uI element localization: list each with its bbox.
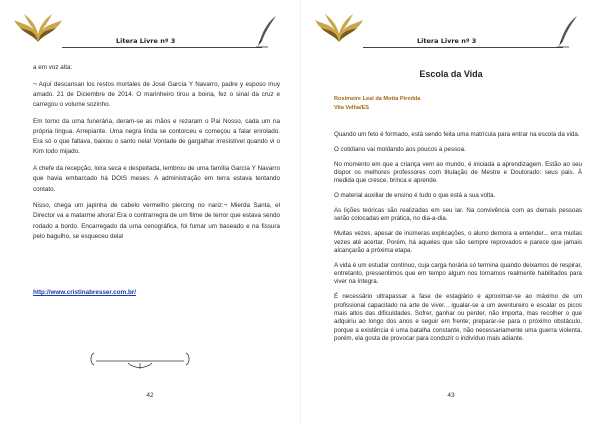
paragraph: a em voz alta: xyxy=(33,64,73,71)
paragraph: Quando um feto é formado, está sendo feita uma matrícula para entrar na escola da vida. xyxy=(334,131,580,138)
page-header xyxy=(301,10,600,50)
magazine-title: Litera Livre nº 3 xyxy=(116,37,176,45)
header-divider xyxy=(62,47,262,48)
quill-pen-icon xyxy=(555,14,581,48)
paragraph: No momento em que a criança vem ao mundo, é iniciada a aprendizagem. Estão ao seu dispor os melhores professores com titulação de Mestre e Doutorado: seus pais. À medida que cresce, brinca e aprende. xyxy=(334,160,582,185)
paragraph: A vida é um estudar contínuo, cuja carga horária só termina quando deixamos de respirar, entretanto, pressentimos que em tempo algum nos tornamos realmente habilitados para viver na íntegra. xyxy=(334,261,582,286)
paragraph: Muitas vezes, apesar de inúmeras explicações, o aluno demora a entender... erra muitas vezes até acertar. Porém, há aqueles que são sempre reprovados e parece que jamais alcançarão a próxima etapa. xyxy=(334,230,582,254)
quill-pen-icon xyxy=(254,14,280,48)
paragraph: ¬ Aquí descansan los restos mortales de José García Y Navarro, padre y esposo muy amado. 21 de Diciembre de 2014. O marinheiro tirou a boina, fez o sinal da cruz e carregou o volume sozinho. xyxy=(33,80,280,109)
article-title: Escola da Vida xyxy=(419,69,483,79)
magazine-title: Litera Livre nº 3 xyxy=(417,37,477,45)
author-city: Vila Velha/ES xyxy=(334,105,370,111)
paragraph: O cotidiano vai moldando aos poucos a pessoa. xyxy=(334,145,466,153)
right-page xyxy=(300,0,600,424)
winged-emblem-icon xyxy=(12,12,64,48)
page-number: 43 xyxy=(447,392,455,399)
winged-emblem-icon xyxy=(313,12,365,48)
header-divider xyxy=(363,47,563,48)
author-block xyxy=(334,95,420,113)
paragraph: Em torno da urna funerária, deram-se as mãos e rezaram o Pai Nosso, cada um na própria língua. Arrepiante. Uma negra linda se contorceu e começou a falar enrolado. Era só o que faltava, baixou o santo nela! Vontade de gargalhar irresistível quando vi o Kim todo mijado. xyxy=(33,117,280,156)
paragraph: O material auxiliar de ensino é tudo o que está a sua volta. xyxy=(334,192,496,200)
left-body-text xyxy=(33,63,280,249)
paragraph: É necessário ultrapassar a fase de estagiário e aproximar-se ao máximo de um profissional capacitado na arte de viver... igualar-se a um aventureiro e escalar os picos mais altos das dificuldades. Sofrer, ganhar ou perder, não importa, mas recolher o que adquiriu ao longo dos anos e seguir em frente; preparar-se para o próximo obstáculo, porque a existência é uma batalha constante, não necessariamente uma guerra violenta, porém, ela gosta de provocar para conduzir o indivíduo mais adiante. xyxy=(334,293,582,342)
paragraph: As lições teóricas são realizadas em seu lar. Na convivência com as demais pessoas serão colocadas em prática, no dia-a-dia. xyxy=(334,207,582,223)
page-header xyxy=(0,10,300,50)
paragraph: Nisso, chega um japinha de cabelo vermelho piercing no nariz:¬ Mierda Santa, el Director va a matarme ahora! Era o contrarregra de um filme de terror que estava sendo rodado a bordo. Encarregado da urna cenográfica, foi fumar um baseado e na fissura pelo bagulho, se esqueceu dela! xyxy=(33,202,280,240)
decorative-flourish-icon xyxy=(88,349,192,371)
author-website-link[interactable]: http://www.cristinabresser.com.br/ xyxy=(33,289,136,296)
right-body-text xyxy=(334,131,582,350)
page-number: 42 xyxy=(146,392,154,399)
paragraph: A chefe da recepção, loira seca e despeitada, lembrou de uma família García Y Navarro que havia embarcado há DOIS meses. A administração em terra estava tentando contato. xyxy=(33,165,280,193)
author-name: Rosimeire Leal da Motta Piredda xyxy=(334,96,421,102)
